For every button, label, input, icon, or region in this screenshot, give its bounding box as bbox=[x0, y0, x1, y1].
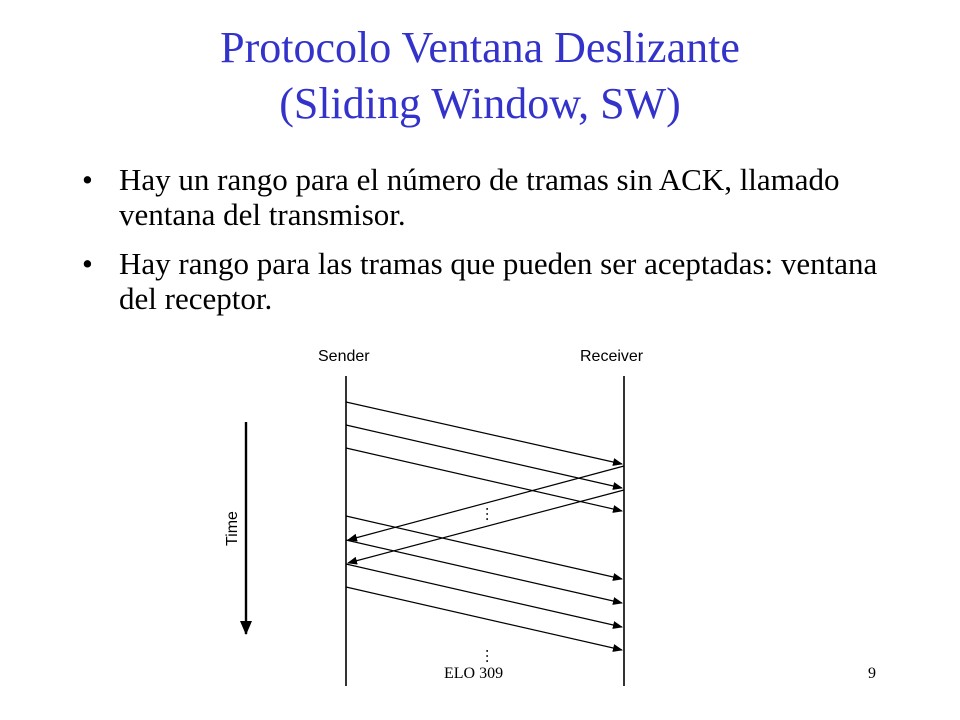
frame-arrow bbox=[346, 540, 622, 603]
footer-page-number: 9 bbox=[868, 665, 876, 682]
time-label: Time bbox=[224, 511, 241, 546]
frame-arrow bbox=[346, 425, 622, 488]
bullet-text: Hay rango para las tramas que pueden ser aceptadas: ventana del receptor. bbox=[119, 246, 878, 316]
slide-title-line-1: Protocolo Ventana Deslizante bbox=[220, 23, 740, 72]
frame-arrow bbox=[346, 402, 622, 464]
ellipsis-lower: … bbox=[475, 648, 492, 664]
frame-arrow bbox=[346, 516, 622, 579]
frame-arrow bbox=[346, 587, 622, 650]
frame-arrows bbox=[346, 402, 622, 650]
sender-label: Sender bbox=[318, 348, 370, 365]
slide-title-line-2: (Sliding Window, SW) bbox=[279, 79, 681, 128]
footer-course-code: ELO 309 bbox=[444, 665, 504, 682]
ellipsis-upper: … bbox=[475, 506, 492, 522]
bullet-marker: • bbox=[82, 162, 93, 197]
receiver-label: Receiver bbox=[580, 348, 644, 365]
bullet-text: Hay un rango para el número de tramas sin ACK, llamado ventana del transmisor. bbox=[119, 162, 840, 232]
frame-arrow bbox=[346, 564, 622, 627]
ack-arrow bbox=[348, 466, 624, 540]
bullet-marker: • bbox=[82, 246, 93, 281]
